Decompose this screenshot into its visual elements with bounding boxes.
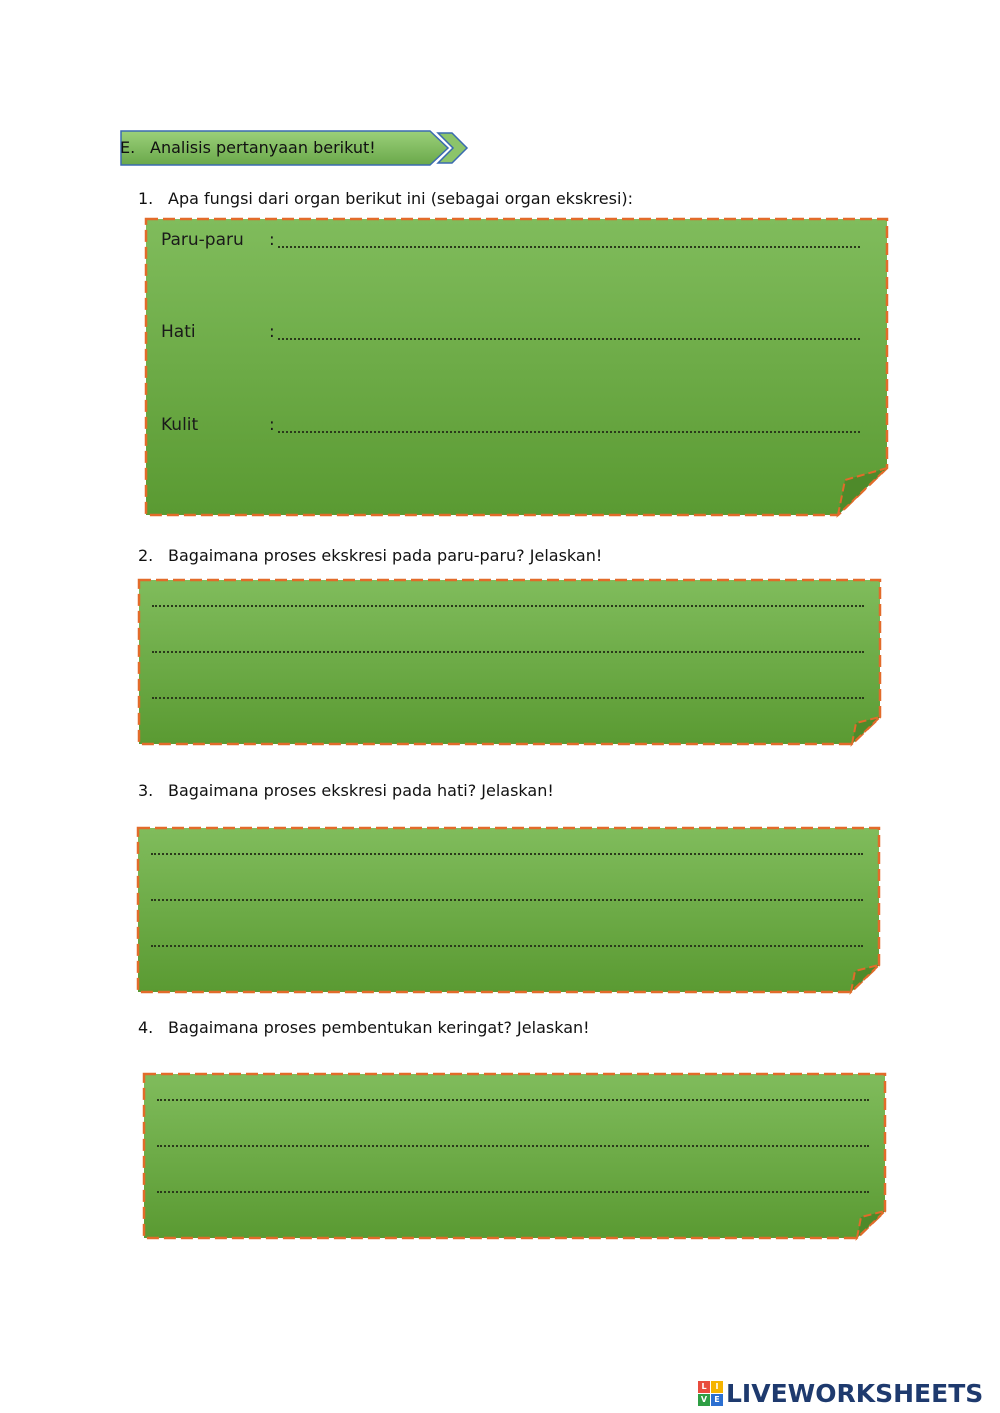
question-2 [138, 546, 602, 565]
section-banner [120, 130, 470, 166]
question-3 [138, 781, 554, 800]
question-4 [138, 1018, 590, 1037]
answer-line[interactable] [157, 1099, 869, 1101]
sticky-note-shape [143, 1073, 886, 1239]
logo-text: LIVEWORKSHEETS [726, 1378, 984, 1408]
question-text: Apa fungsi dari organ berikut ini (sebagai organ ekskresi): [168, 189, 634, 208]
logo-block-e: E [711, 1394, 723, 1406]
logo-block-i: I [711, 1381, 723, 1393]
logo-icon [698, 1381, 723, 1406]
question-number: 1. [138, 189, 154, 208]
question-text: Bagaimana proses ekskresi pada hati? Jelaskan! [168, 781, 554, 800]
logo-block-v: V [698, 1394, 710, 1406]
organ-colon: : [269, 415, 275, 435]
organ-colon: : [269, 322, 275, 342]
answer-box-2[interactable] [138, 579, 881, 745]
question-text: Bagaimana proses pembentukan keringat? Jelaskan! [168, 1018, 590, 1037]
answer-box-4[interactable] [143, 1073, 886, 1239]
answer-line-paru-paru[interactable] [278, 246, 860, 248]
liveworksheets-logo [698, 1378, 983, 1408]
section-title-text: Analisis pertanyaan berikut! [150, 138, 376, 157]
question-text: Bagaimana proses ekskresi pada paru-paru? Jelaskan! [168, 546, 603, 565]
answer-box-1[interactable] [145, 218, 888, 516]
organ-row-paru-paru [161, 230, 862, 254]
answer-line-hati[interactable] [278, 338, 860, 340]
answer-line[interactable] [152, 605, 864, 607]
organ-colon: : [269, 230, 275, 250]
question-number: 4. [138, 1018, 154, 1037]
answer-line-kulit[interactable] [278, 431, 860, 433]
organ-row-kulit [161, 415, 862, 439]
answer-line[interactable] [151, 899, 863, 901]
answer-line[interactable] [151, 945, 863, 947]
organ-label: Paru-paru [161, 230, 244, 250]
sticky-note-shape [138, 579, 881, 745]
question-number: 3. [138, 781, 154, 800]
answer-line[interactable] [152, 651, 864, 653]
answer-box-3[interactable] [137, 827, 880, 993]
answer-line[interactable] [157, 1145, 869, 1147]
answer-line[interactable] [152, 697, 864, 699]
logo-block-l: L [698, 1381, 710, 1393]
section-letter: E. [120, 138, 136, 157]
answer-line[interactable] [157, 1191, 869, 1193]
answer-line[interactable] [151, 853, 863, 855]
organ-row-hati [161, 322, 862, 346]
sticky-note-shape [137, 827, 880, 993]
section-title [120, 130, 376, 166]
organ-label: Kulit [161, 415, 199, 435]
organ-label: Hati [161, 322, 196, 342]
question-1 [138, 189, 633, 208]
sticky-note-shape [145, 218, 888, 516]
question-number: 2. [138, 546, 154, 565]
